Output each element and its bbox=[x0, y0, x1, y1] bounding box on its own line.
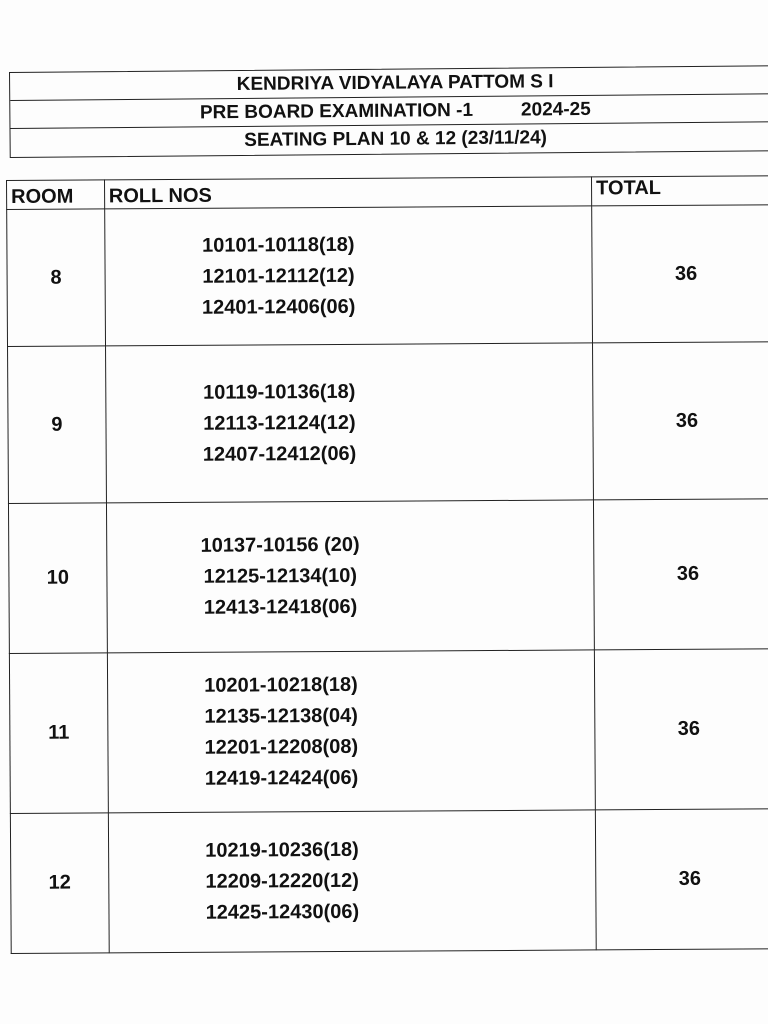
school-name: KENDRIYA VIDYALAYA PATTOM S I bbox=[10, 66, 768, 101]
table-header-row bbox=[7, 176, 768, 210]
roll-range: 12425-12430(06) bbox=[205, 900, 360, 924]
roll-range: 10219-10236(18) bbox=[205, 838, 359, 862]
roll-range: 10201-10218(18) bbox=[204, 673, 358, 697]
roll-range: 10137-10156 (20) bbox=[200, 533, 360, 557]
table-row bbox=[10, 809, 768, 954]
total-cell: 36 bbox=[593, 342, 768, 500]
table-row bbox=[8, 499, 768, 654]
roll-range: 10101-10118(18) bbox=[202, 233, 355, 257]
roll-nos-cell bbox=[106, 500, 594, 653]
total-cell: 36 bbox=[594, 499, 768, 650]
seating-plan-title: SEATING PLAN 10 & 12 (23/11/24) bbox=[244, 127, 548, 151]
table-row bbox=[8, 342, 768, 504]
total-cell: 36 bbox=[592, 205, 768, 343]
roll-nos-cell bbox=[104, 206, 592, 346]
total-cell: 36 bbox=[595, 809, 768, 950]
document-header bbox=[9, 65, 768, 158]
roll-range: 12419-12424(06) bbox=[204, 766, 359, 790]
table-row bbox=[7, 205, 768, 347]
roll-range: 12407-12412(06) bbox=[202, 442, 357, 466]
roll-nos-column-header: ROLL NOS bbox=[104, 177, 591, 209]
roll-range: 12113-12124(12) bbox=[203, 411, 356, 435]
room-column-header: ROOM bbox=[7, 180, 105, 210]
seating-plan-table bbox=[6, 175, 768, 954]
room-number-cell: 8 bbox=[7, 209, 106, 347]
total-cell: 36 bbox=[594, 649, 768, 810]
session-year: 2024-25 bbox=[520, 98, 591, 121]
roll-range: 12135-12138(04) bbox=[204, 704, 358, 728]
roll-nos-cell bbox=[107, 650, 595, 813]
room-number-cell: 11 bbox=[9, 653, 108, 814]
roll-range: 12209-12220(12) bbox=[205, 869, 359, 893]
roll-nos-cell bbox=[108, 810, 596, 953]
roll-range: 12101-12112(12) bbox=[202, 264, 355, 288]
room-number-cell: 12 bbox=[10, 813, 109, 954]
roll-range: 12201-12208(08) bbox=[204, 735, 359, 759]
total-column-header: TOTAL bbox=[592, 176, 768, 206]
room-number-cell: 10 bbox=[8, 503, 107, 654]
roll-range: 10119-10136(18) bbox=[202, 380, 356, 404]
roll-nos-cell bbox=[105, 343, 593, 503]
roll-range: 12413-12418(06) bbox=[203, 595, 358, 619]
seating-plan-rows bbox=[7, 205, 768, 954]
exam-title: PRE BOARD EXAMINATION -1 bbox=[199, 99, 474, 124]
roll-range: 12125-12134(10) bbox=[203, 564, 358, 588]
roll-range: 12401-12406(06) bbox=[201, 295, 356, 319]
table-row bbox=[9, 649, 768, 814]
room-number-cell: 9 bbox=[8, 346, 107, 504]
